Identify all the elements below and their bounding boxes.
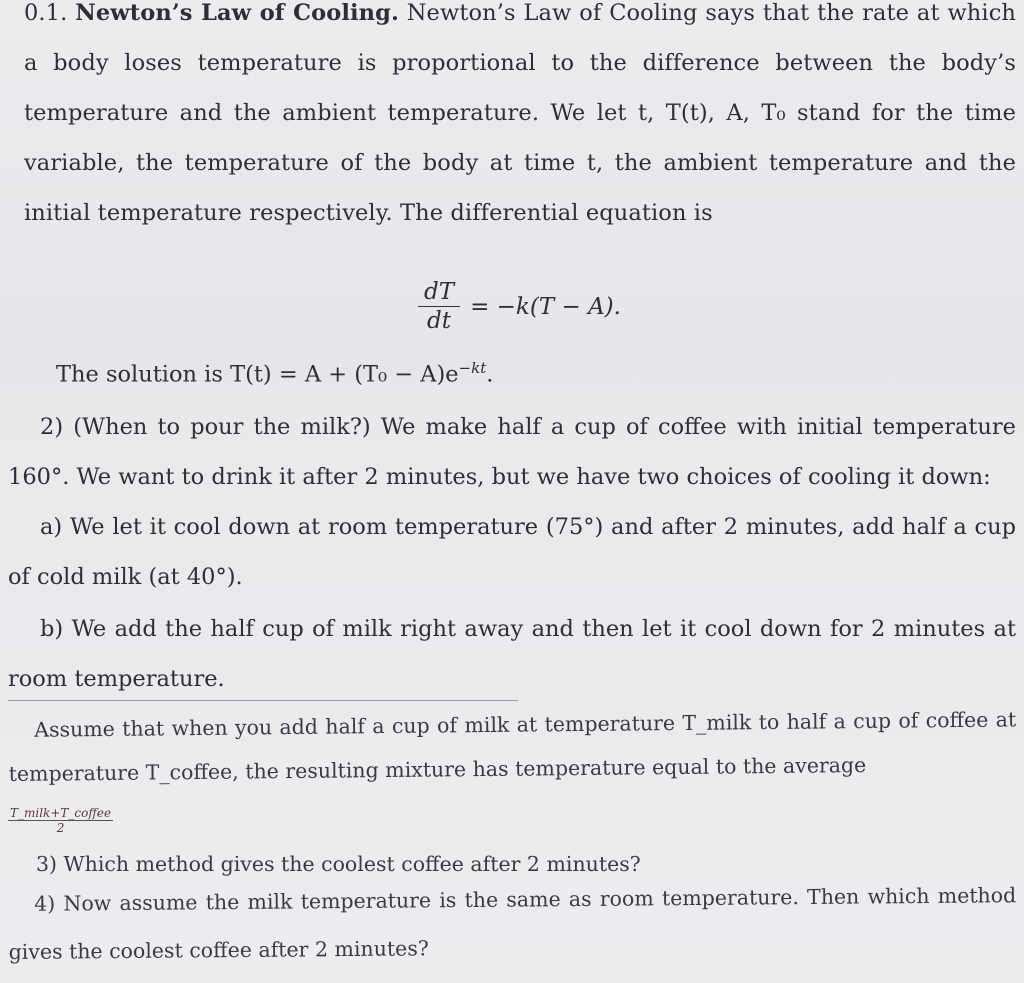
option-b: [8, 604, 1016, 704]
assumption-text: Assume that when you add half a cup of milk at temperature T_milk to half a cup of coffee at temperature T_coffee, the resulting mixture has temperature equal to the average: [8, 707, 1017, 786]
option-a-text: a) We let it cool down at room temperature (75°) and after 2 minutes, add half a cup of cold milk (at 40°).: [8, 514, 1016, 590]
average-fraction: [8, 806, 113, 835]
question-2-text: 2) (When to pour the milk?) We make half a cup of coffee with initial temperature 160°. We want to drink it after 2 minutes, but we have two choices of cooling it down:: [8, 414, 1016, 490]
derivative-fraction: [418, 278, 460, 335]
question-3: 3) Which method gives the coolest coffee after 2 minutes?: [36, 852, 641, 876]
average-denominator: 2: [56, 821, 65, 835]
solution-line: [56, 350, 493, 393]
equation-rhs: = −k(T − A).: [470, 293, 621, 320]
solution-exponent: −kt: [458, 359, 487, 377]
question-4-text: 4) Now assume the milk temperature is the same as room temperature. Then which method gives the coolest coffee after 2 minutes?: [8, 883, 1017, 964]
option-a: [8, 502, 1016, 602]
solution-text: The solution is T(t) = A + (T₀ − A)e: [56, 361, 459, 388]
question-4: [8, 871, 1017, 976]
question-2: [8, 402, 1016, 502]
option-b-text: b) We add the half cup of milk right away and then let it cool down for 2 minutes at room temperature.: [8, 616, 1016, 692]
section-title: Newton’s Law of Cooling.: [75, 0, 399, 26]
section-intro: Newton’s Law of Cooling says that the rate at which a body loses temperature is proportional to the difference between the body’s temperature and the ambient temperature. We let t, T(t), A, T₀ stand for the time variable, the temperature of the body at time t, the ambient temperature and the initial temperature respectively. The differential equation is: [24, 0, 1016, 226]
solution-end: .: [486, 361, 494, 388]
derivative-denominator: dt: [427, 308, 452, 334]
average-numerator: T_milk+T_coffee: [10, 806, 112, 820]
differential-equation: [418, 278, 621, 335]
derivative-numerator: dT: [418, 278, 460, 307]
section-number: 0.1.: [24, 0, 68, 26]
section-paragraph: [24, 0, 1016, 238]
assumption-paragraph: [8, 697, 1017, 796]
divider: [8, 700, 518, 701]
